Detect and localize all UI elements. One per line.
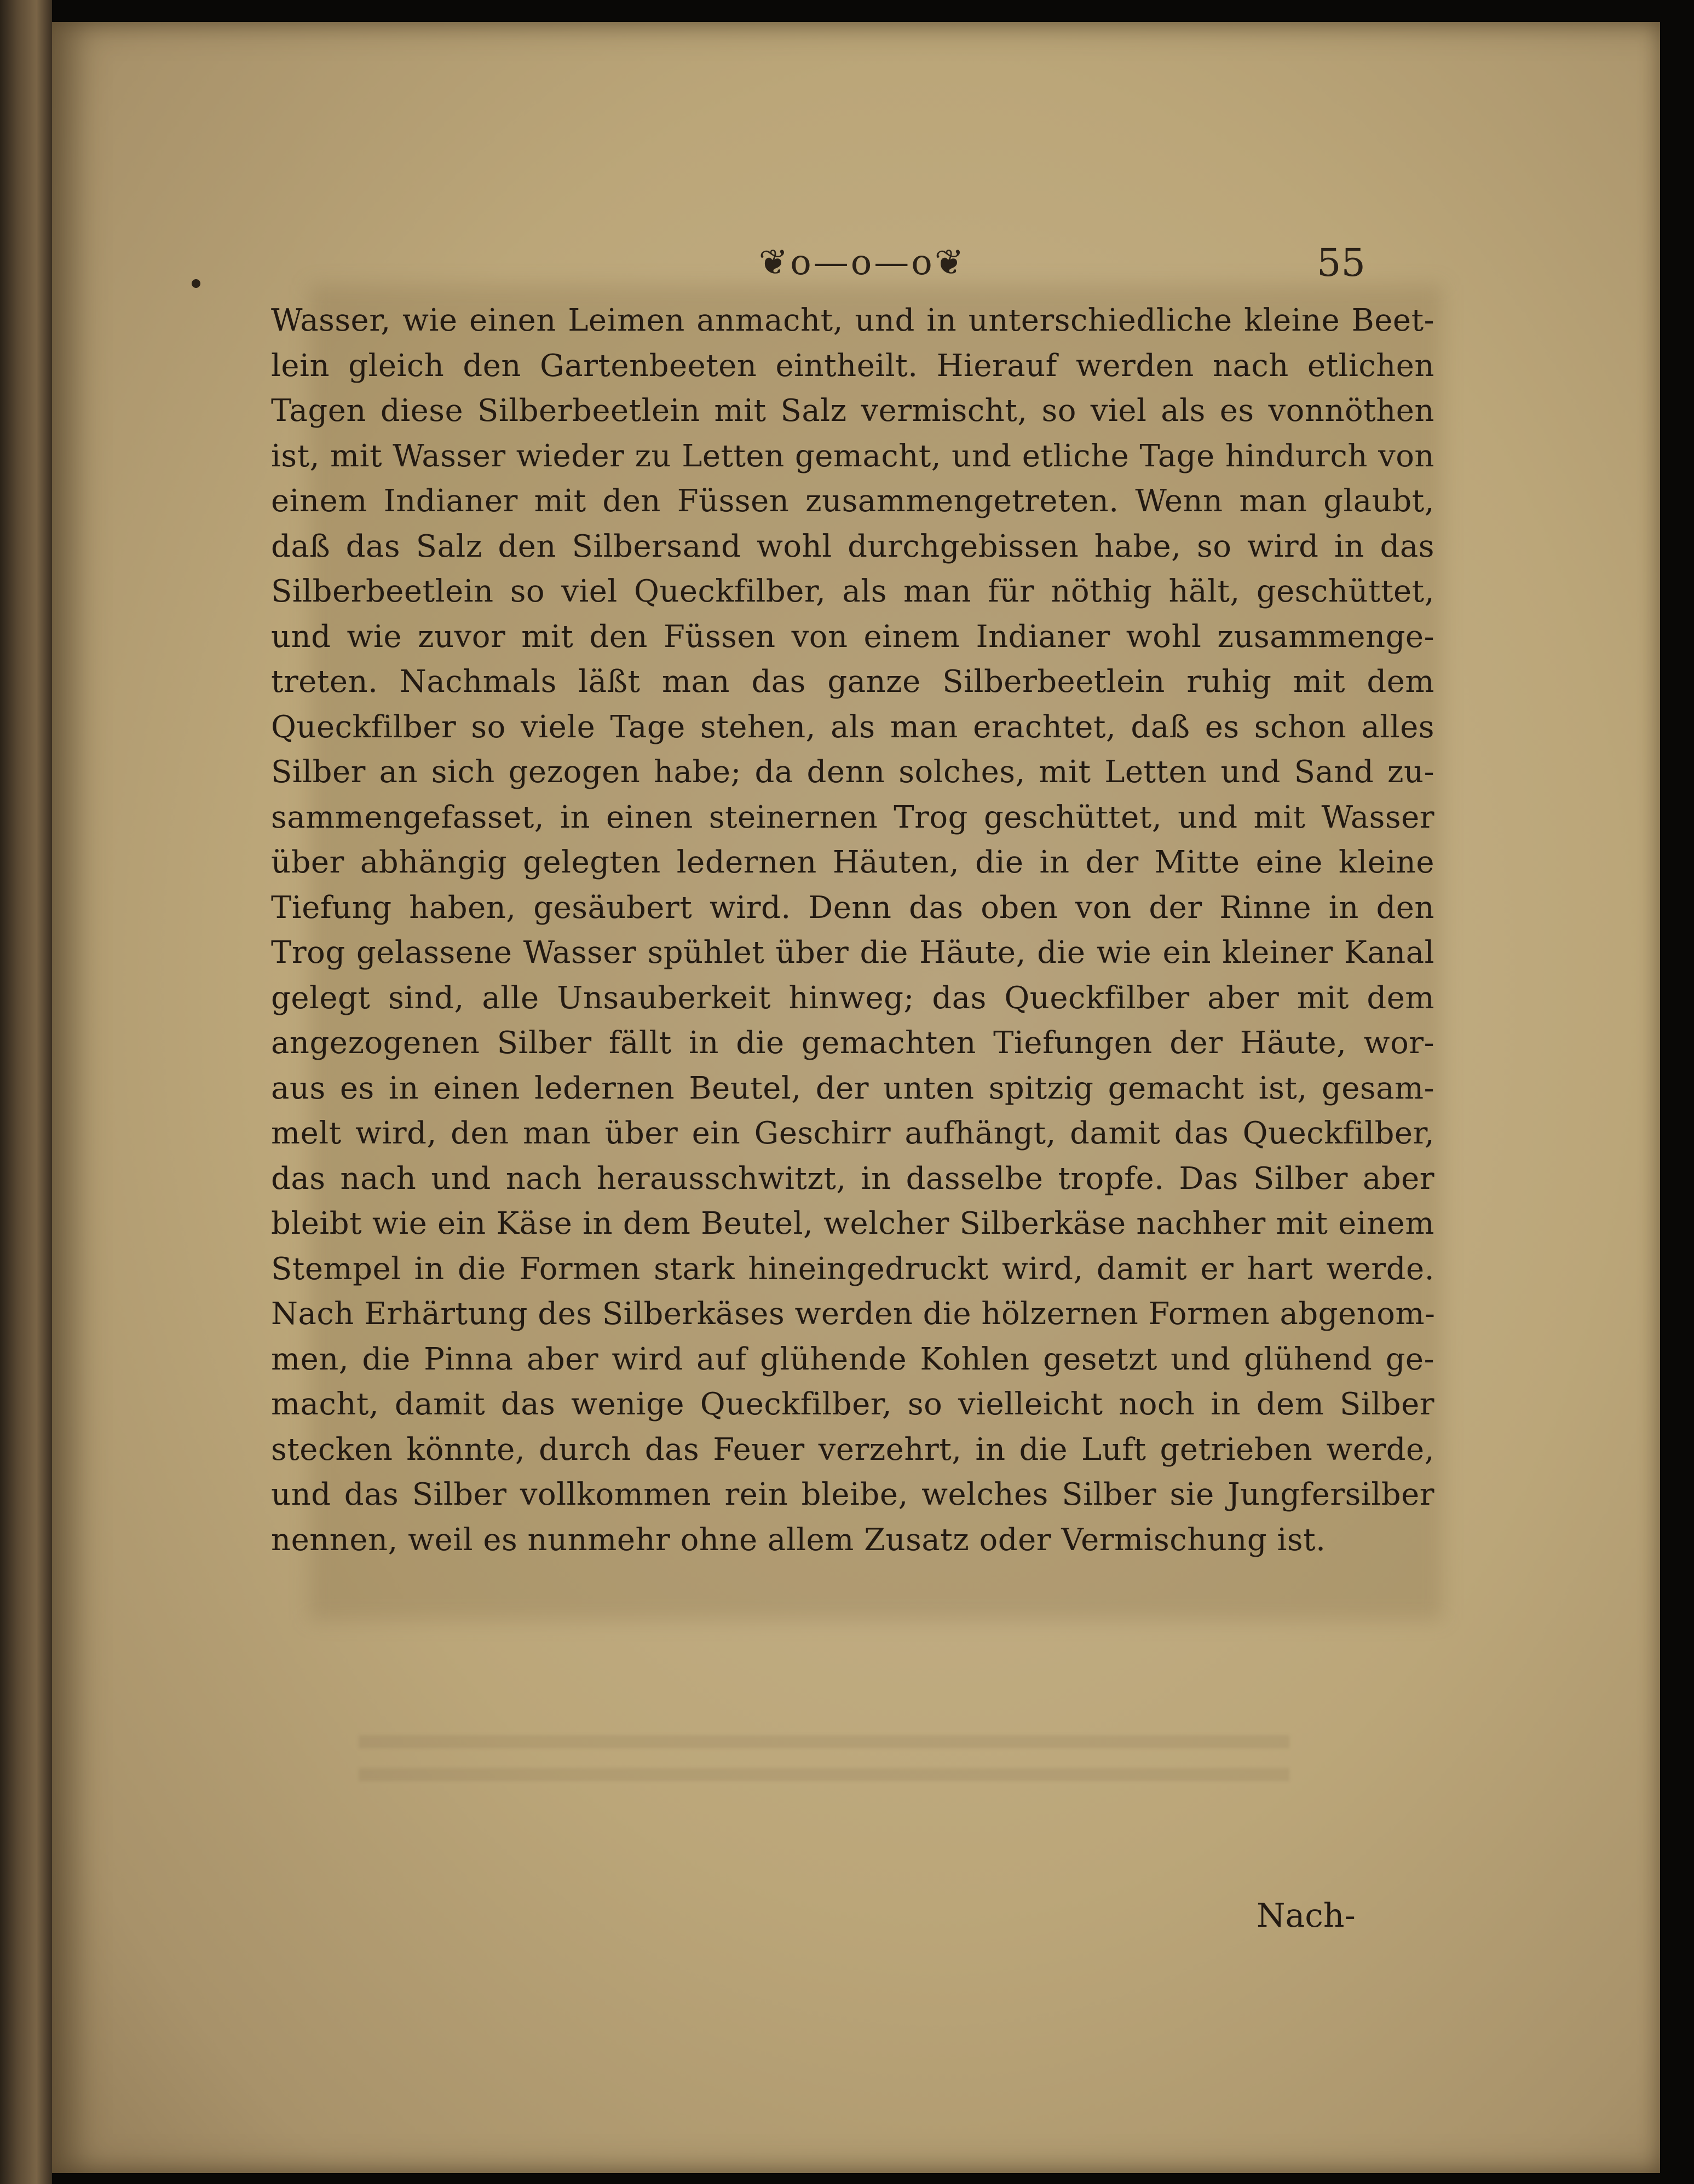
- text-line: aus es in einen ledernen Beutel, der unten spitzig gemacht ist, gesam-: [271, 1070, 1434, 1106]
- text-line: gelegt sind, alle Unsauberkeit hinweg; das Queckfilber aber mit dem: [271, 980, 1434, 1016]
- text-line: sammengefasset, in einen steinernen Trog geschüttet, und mit Wasser: [271, 799, 1434, 835]
- text-line: treten. Nachmals läßt man das ganze Silberbeetlein ruhig mit dem: [271, 664, 1434, 700]
- text-line: macht, damit das wenige Queckfilber, so vielleicht noch in dem Silber: [271, 1386, 1434, 1422]
- text-line: men, die Pinna aber wird auf glühende Kohlen gesetzt und glühend ge-: [271, 1341, 1434, 1377]
- text-line: einem Indianer mit den Füssen zusammengetreten. Wenn man glaubt,: [271, 483, 1434, 519]
- text-line: bleibt wie ein Käse in dem Beutel, welcher Silberkäse nachher mit einem: [271, 1206, 1434, 1241]
- text-line: angezogenen Silber fällt in die gemachten Tiefungen der Häute, wor-: [271, 1025, 1434, 1061]
- text-line: Wasser, wie einen Leimen anmacht, und in unterschiedliche kleine Beet-: [271, 303, 1434, 338]
- page-number: 55: [1317, 240, 1366, 285]
- text-line: melt wird, den man über ein Geschirr aufhängt, damit das Queckfilber,: [271, 1116, 1434, 1151]
- text-line: Trog gelassene Wasser spühlet über die Häute, die wie ein kleiner Kanal: [271, 935, 1434, 970]
- catchword: Nach-: [1257, 1897, 1356, 1935]
- text-line: und wie zuvor mit den Füssen von einem Indianer wohl zusammenge-: [271, 619, 1434, 655]
- show-through-text: [359, 1735, 1289, 1801]
- text-line-last: nennen, weil es nunmehr ohne allem Zusatz oder Vermischung ist.: [271, 1522, 1326, 1558]
- text-line: lein gleich den Gartenbeeten eintheilt. Hierauf werden nach etlichen: [271, 348, 1434, 384]
- text-line: Silberbeetlein so viel Queckfilber, als man für nöthig hält, geschüttet,: [271, 574, 1434, 609]
- body-text: [271, 298, 1434, 1563]
- text-line: ist, mit Wasser wieder zu Letten gemacht, und etliche Tage hindurch von: [271, 438, 1434, 474]
- header-ornament: ❦o—o—o❦: [758, 242, 966, 283]
- book-gutter: [0, 0, 52, 2184]
- text-line: Silber an sich gezogen habe; da denn solches, mit Letten und Sand zu-: [271, 754, 1434, 790]
- text-line: daß das Salz den Silbersand wohl durchgebissen habe, so wird in das: [271, 528, 1434, 564]
- page-header: [52, 233, 1660, 293]
- text-line: Tagen diese Silberbeetlein mit Salz vermischt, so viel als es vonnöthen: [271, 393, 1434, 429]
- text-line: und das Silber vollkommen rein bleibe, welches Silber sie Jungfersilber: [271, 1477, 1434, 1512]
- text-line: das nach und nach herausschwitzt, in dasselbe tropfe. Das Silber aber: [271, 1160, 1434, 1197]
- text-line: Queckfilber so viele Tage stehen, als man erachtet, daß es schon alles: [271, 709, 1434, 745]
- text-line: Tiefung haben, gesäubert wird. Denn das oben von der Rinne in den: [271, 889, 1434, 926]
- book-page: [52, 22, 1660, 2173]
- text-line: stecken könnte, durch das Feuer verzehrt, in die Luft getrieben werde,: [271, 1431, 1434, 1467]
- text-line: über abhängig gelegten ledernen Häuten, die in der Mitte eine kleine: [271, 845, 1434, 880]
- text-line: Nach Erhärtung des Silberkäses werden die hölzernen Formen abgenom-: [271, 1296, 1436, 1332]
- text-line: Stempel in die Formen stark hineingedruckt wird, damit er hart werde.: [271, 1251, 1434, 1287]
